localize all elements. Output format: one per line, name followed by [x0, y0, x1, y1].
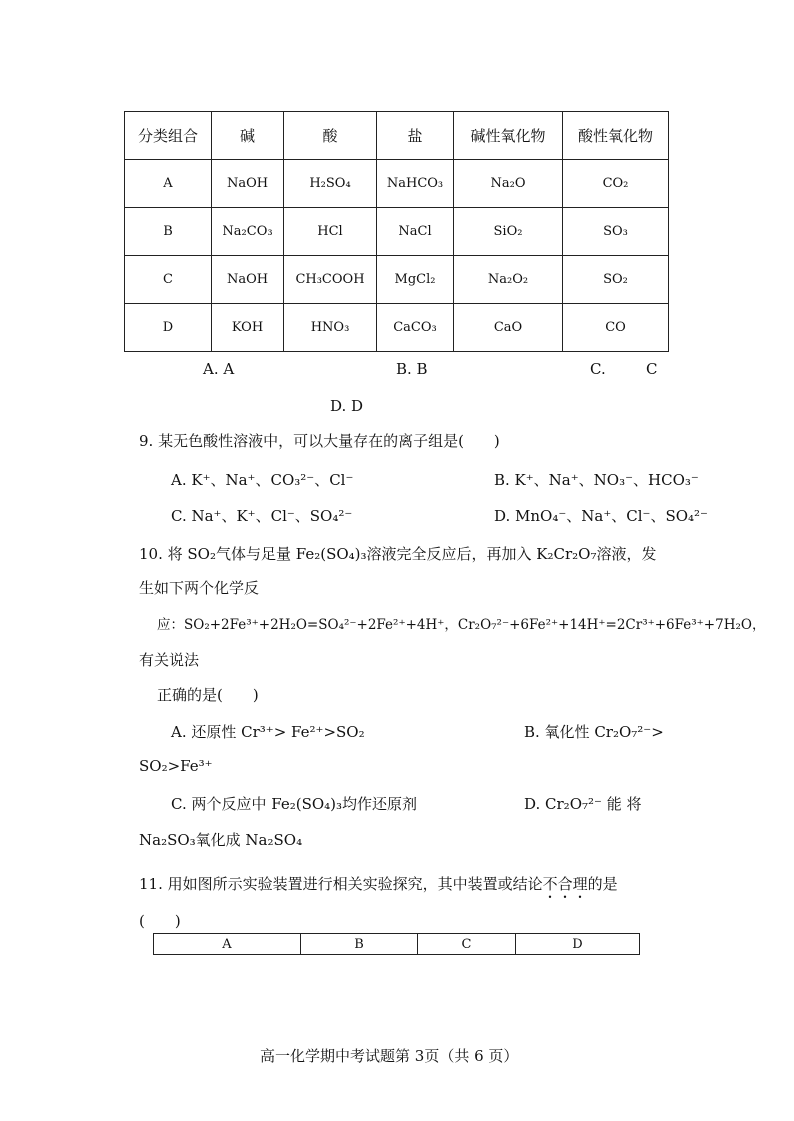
table-cell: CaCO₃ — [377, 304, 454, 352]
table-cell: CO₂ — [563, 160, 669, 208]
q10-option-c: C. 两个反应中 Fe₂(SO₄)₃均作还原剂 — [171, 795, 418, 813]
table-cell: KOH — [212, 304, 284, 352]
q9-stem: 9. 某无色酸性溶液中，可以大量存在的离子组是( ) — [139, 432, 500, 450]
q10-line-1: 10. 将 SO₂气体与足量 Fe₂(SO₄)₃溶液完全反应后，再加入 K₂Cr₂O₇溶液，发 — [139, 545, 657, 563]
table-header-cell: 盐 — [377, 112, 454, 160]
table-cell: NaHCO₃ — [377, 160, 454, 208]
table-cell: Na₂O — [454, 160, 563, 208]
table-cell: NaOH — [212, 160, 284, 208]
table-cell: C — [418, 934, 516, 955]
table-cell: H₂SO₄ — [284, 160, 377, 208]
table-cell: Na₂CO₃ — [212, 208, 284, 256]
q9-option-c: C. Na⁺、K⁺、Cl⁻、SO₄²⁻ — [171, 507, 353, 525]
q11-stem-suffix: 的是 — [587, 875, 618, 893]
table-cell: HNO₃ — [284, 304, 377, 352]
table-cell: SO₂ — [563, 256, 669, 304]
table-header-cell: 酸性氧化物 — [563, 112, 669, 160]
q8-option-d: D. D — [330, 397, 364, 415]
q8-option-a: A. A — [203, 360, 235, 378]
table-cell: HCl — [284, 208, 377, 256]
table-cell: A — [154, 934, 301, 955]
table-header-row — [125, 112, 669, 160]
table-header-cell: 碱 — [212, 112, 284, 160]
classification-table — [124, 111, 669, 352]
table-row — [125, 160, 669, 208]
table-cell: Na₂O₂ — [454, 256, 563, 304]
q9-option-b: B. K⁺、Na⁺、NO₃⁻、HCO₃⁻ — [494, 471, 699, 489]
q11-stem — [139, 873, 618, 902]
table-header-cell: 分类组合 — [125, 112, 212, 160]
table-cell: B — [301, 934, 418, 955]
table-cell: MgCl₂ — [377, 256, 454, 304]
q11-answer-paren: ( ) — [139, 912, 181, 930]
q10-line-3: 应：SO₂+2Fe³⁺+2H₂O=SO₄²⁻+2Fe²⁺+4H⁺，Cr₂O₇²⁻+6Fe²⁺+14H⁺=2Cr³⁺+6Fe³⁺+7H₂O， — [157, 617, 766, 633]
q9-option-d: D. MnO₄⁻、Na⁺、Cl⁻、SO₄²⁻ — [494, 507, 708, 525]
q10-option-a: A. 还原性 Cr³⁺> Fe²⁺>SO₂ — [171, 723, 365, 741]
q11-stem-prefix: 11. 用如图所示实验装置进行相关实验探究，其中装置或结论 — [139, 875, 543, 893]
page-footer: 高一化学期中考试题第 3页（共 6 页） — [260, 1047, 519, 1065]
table-cell: CaO — [454, 304, 563, 352]
q11-option-table — [153, 933, 640, 955]
table-cell: C — [125, 256, 212, 304]
q10-option-d-continued: Na₂SO₃氧化成 Na₂SO₄ — [139, 831, 303, 849]
table-cell: B — [125, 208, 212, 256]
q8-option-c-label: C. — [590, 360, 606, 378]
table-row — [125, 256, 669, 304]
table-header-cell: 酸 — [284, 112, 377, 160]
q10-option-b-continued: SO₂>Fe³⁺ — [139, 757, 213, 775]
table-row — [125, 304, 669, 352]
table-cell: NaOH — [212, 256, 284, 304]
table-header-cell: 碱性氧化物 — [454, 112, 563, 160]
table-cell: SO₃ — [563, 208, 669, 256]
q8-option-c-value: C — [646, 360, 658, 378]
q10-option-b: B. 氧化性 Cr₂O₇²⁻> — [524, 723, 664, 741]
q10-line-5: 正确的是( ) — [157, 686, 259, 704]
q9-option-a: A. K⁺、Na⁺、CO₃²⁻、Cl⁻ — [171, 471, 354, 489]
q10-line-4: 有关说法 — [139, 651, 200, 669]
table-row — [154, 934, 640, 955]
q10-option-d: D. Cr₂O₇²⁻ 能 将 — [524, 795, 642, 813]
q10-line-2: 生如下两个化学反 — [139, 579, 260, 597]
table-cell: D — [125, 304, 212, 352]
table-cell: CH₃COOH — [284, 256, 377, 304]
table-row — [125, 208, 669, 256]
table-cell: D — [516, 934, 640, 955]
table-cell: CO — [563, 304, 669, 352]
table-cell: SiO₂ — [454, 208, 563, 256]
table-cell: A — [125, 160, 212, 208]
table-cell: NaCl — [377, 208, 454, 256]
q8-option-b: B. B — [396, 360, 428, 378]
q11-stem-emphasis: 不合理 — [542, 875, 588, 893]
